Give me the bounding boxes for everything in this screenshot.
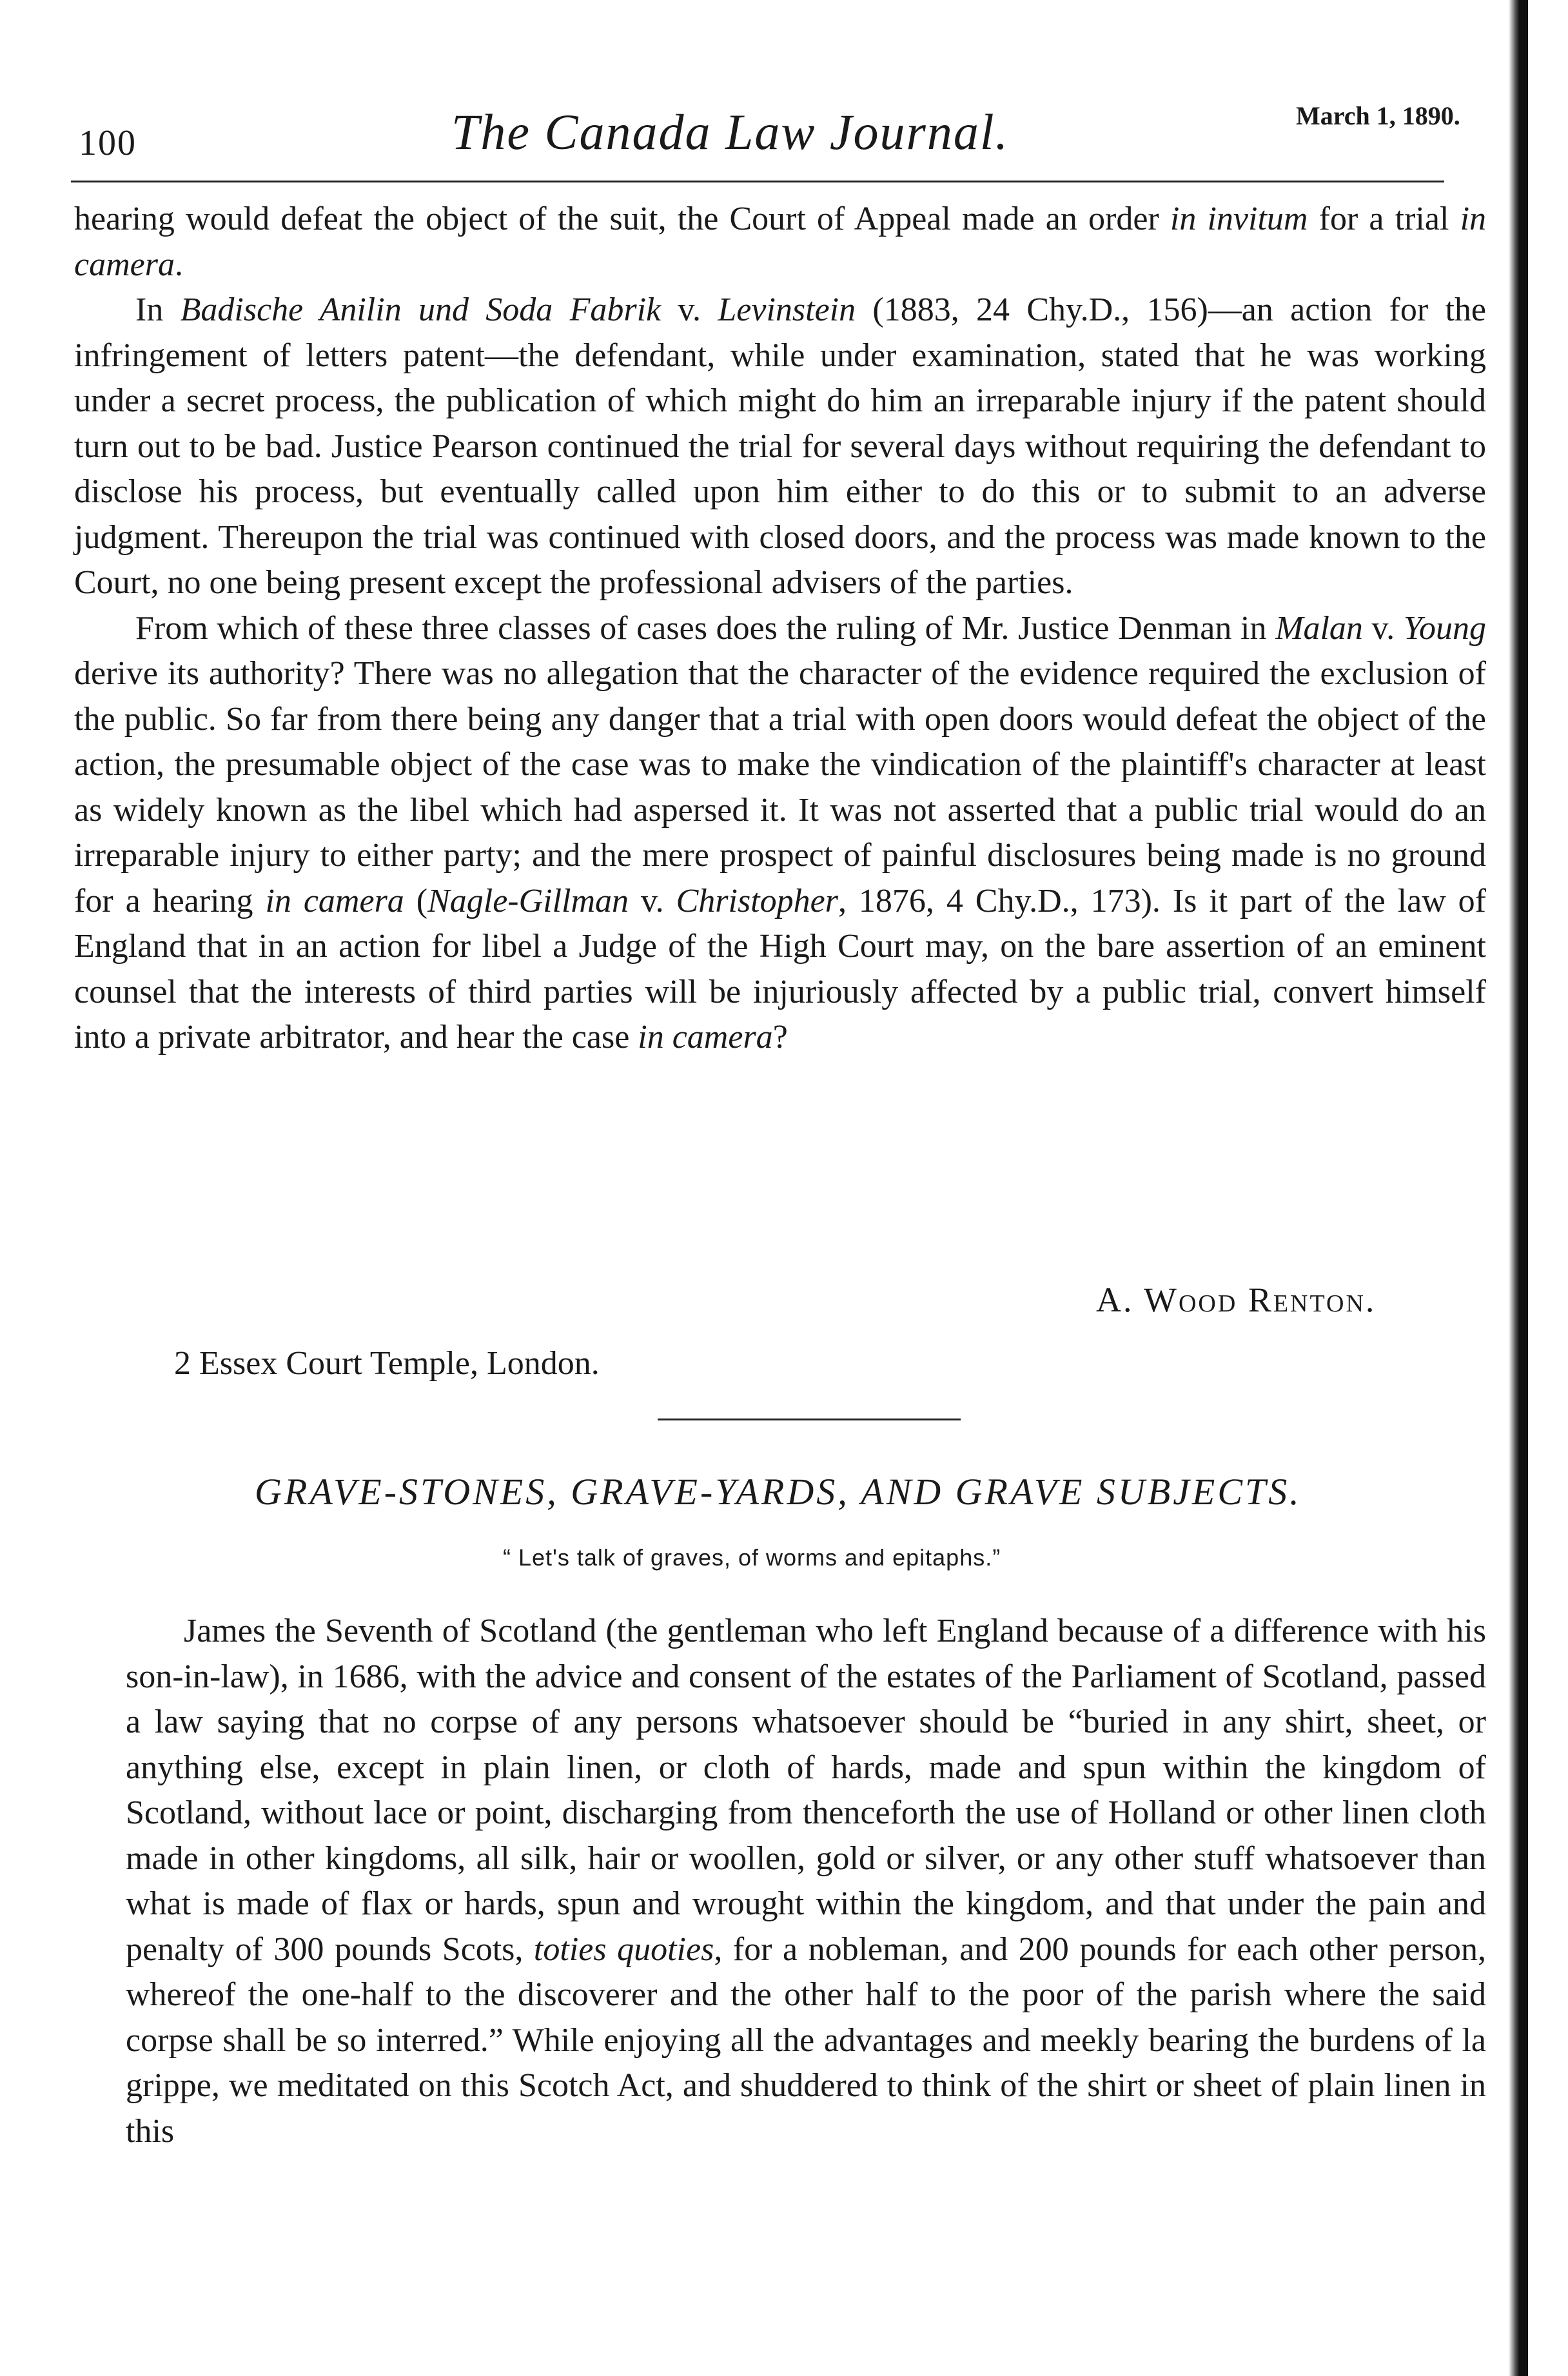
paragraph — [126, 1609, 1486, 2154]
italic-text: Young — [1403, 609, 1487, 647]
italic-text: Badische Anilin und Soda Fabrik — [180, 291, 662, 328]
body-text: derive its authority? There was no allegation that the character of the evidence required the exclusion of the public. So far from there being any danger that a trial with open doors would defeat the object of the action, the presumable object of the case was to make the vindication of the plaintiff's character at least as widely known as the libel which had aspersed it. It was not asserted that a public trial would do an irreparable injury to either party; and the mere prospect of painful disclosures being made is no ground for a hearing — [74, 655, 1486, 919]
article-libel-in-camera — [74, 197, 1486, 1061]
italic-text: in camera — [74, 201, 1487, 283]
body-text: for a trial — [1308, 201, 1460, 237]
paragraph — [74, 288, 1486, 606]
body-text: hearing would defeat the object of the suit, the Court of Appeal made an order — [74, 201, 1170, 237]
italic-text: in camera — [265, 882, 404, 919]
body-text: ( — [404, 882, 428, 919]
italic-text: Christopher — [676, 882, 838, 919]
issue-date: March 1, 1890. — [1296, 101, 1460, 130]
page-binding-edge — [1509, 0, 1528, 2376]
section-title: GRAVE-STONES, GRAVE-YARDS, AND GRAVE SUBJECTS. — [255, 1471, 1302, 1513]
body-text: v. — [661, 291, 718, 328]
article-grave-subjects — [126, 1609, 1486, 2154]
body-text: v. — [1362, 609, 1404, 647]
body-text: v. — [629, 882, 676, 919]
body-text: ? — [772, 1019, 788, 1055]
body-text: (1883, 24 Chy.D., 156)—an action for the infringement of letters patent—the defendant, while under examination, stated that he was working under a secret process, the publication of which might do him an irreparable injury if the patent should turn out to be bad. Justice Pearson continued the trial for several days without requiring the defendant to disclose his process, but eventually called upon him either to do this or to submit to an adverse judgment. Thereupon the trial was continued with closed doors, and the process was made known to the Court, no one being present except the professional advisers of the parties. — [74, 291, 1486, 601]
italic-text: in invitum — [1170, 201, 1308, 237]
italic-text: Levinstein — [718, 291, 856, 328]
author-signature: A. Wood Renton. — [1096, 1281, 1377, 1319]
italic-text: Nagle-Gillman — [427, 882, 629, 919]
body-text: From which of these three classes of cases does the ruling of Mr. Justice Denman in — [135, 609, 1276, 647]
body-text: James the Seventh of Scotland (the gentleman who left England because of a difference with his son-in-law), in 1686, with the advice and consent of the estates of the Parliament of Scotland, passed a law saying that no corpse of any persons whatsoever should be “buried in any shirt, sheet, or anything else, except in plain linen, or cloth of hards, made and spun within the kingdom of Scotland, without lace or point, discharging from thenceforth the use of Holland or other linen cloth made in other kingdoms, all silk, hair or woollen, gold or silver, or any other stuff whatsoever than what is made of flax or hards, spun and wrought within the kingdom, and that under the pain and penalty of 300 pounds Scots, — [126, 1613, 1486, 1968]
italic-text: toties quoties — [533, 1930, 714, 1968]
page-number: 100 — [79, 123, 137, 163]
body-text: . — [174, 246, 183, 283]
paragraph — [74, 606, 1486, 1061]
italic-text: in camera — [638, 1019, 773, 1055]
body-text: , 1876, 4 Chy.D., 173). Is it part of the law of England that in an action for libel a Judge of the High Court may, on the bare assertion of an eminent counsel that the interests of third parties will be injuriously affected by a public trial, convert himself into a private arbitrator, and hear the case — [74, 882, 1487, 1055]
epigraph: “ Let's talk of graves, of worms and epitaphs.” — [503, 1544, 1001, 1571]
section-divider — [658, 1419, 961, 1420]
body-text: In — [135, 291, 181, 328]
header-rule — [71, 181, 1444, 182]
journal-title: The Canada Law Journal. — [451, 104, 1010, 160]
italic-text: Malan — [1275, 609, 1363, 647]
page-header — [71, 97, 1460, 168]
author-address: 2 Essex Court Temple, London. — [174, 1345, 600, 1382]
paragraph — [74, 197, 1486, 288]
body-text: , for a nobleman, and 200 pounds for each other person, whereof the one-half to the discoverer and the other half to the poor of the parish where the said corpse shall be so interred.” While enjoying all the advantages and meekly bearing the burdens of la grippe, we meditated on this Scotch Act, and shuddered to think of the shirt or sheet of plain linen in this — [126, 1930, 1487, 2150]
